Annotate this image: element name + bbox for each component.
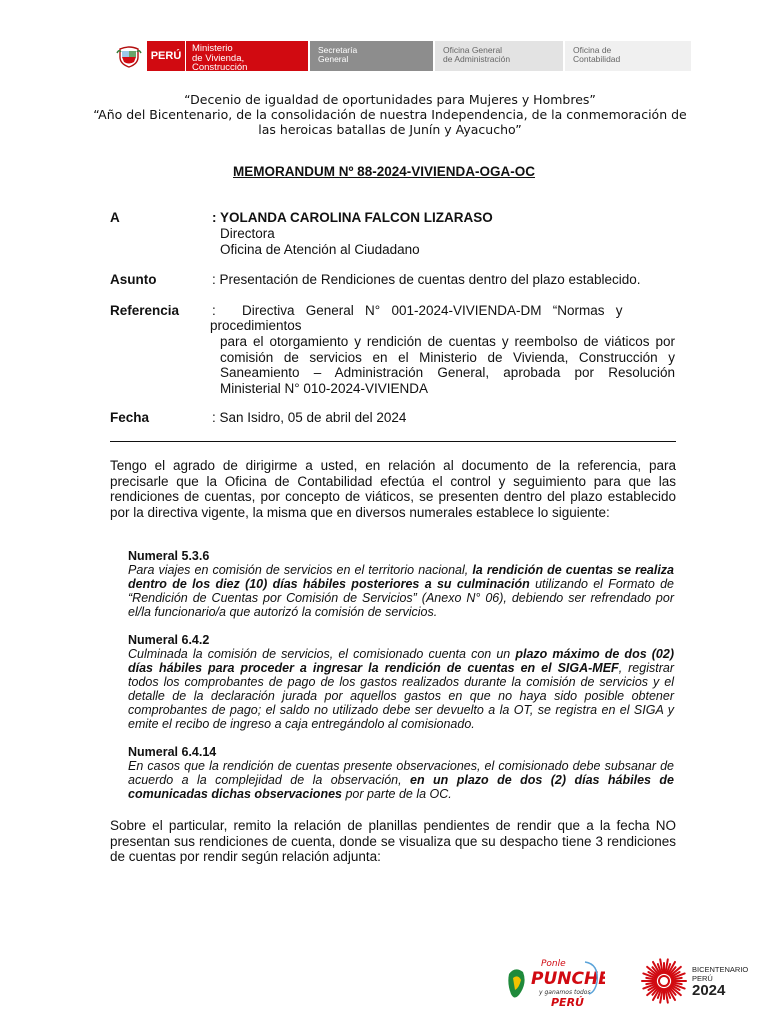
bicentenario-emblem-icon — [640, 957, 688, 1005]
secretaria-line: General — [318, 54, 349, 64]
field-referencia-line1: : Directiva General N° 001-2024-VIVIENDA-DM “Normas y — [212, 303, 623, 318]
field-a-name: : YOLANDA CAROLINA FALCON LIZARASO — [212, 210, 493, 225]
oficina-cont-line: Oficina de — [573, 45, 612, 55]
numeral-text: Culminada la comisión de servicios, el comisionado cuenta con un — [128, 647, 516, 661]
numeral-title: Numeral 6.4.2 — [128, 633, 210, 647]
numeral-title: Numeral 5.3.6 — [128, 549, 210, 563]
field-fecha-label: Fecha — [110, 410, 150, 425]
numeral-text: En casos que la rendición de cuentas presente observaciones, el comisionado debe subsanar de acuerdo a la complejidad de la observación, — [128, 759, 674, 787]
coat-of-arms-icon — [113, 41, 145, 71]
numeral-block — [128, 745, 674, 801]
header-divider — [110, 441, 676, 442]
field-a-office: Oficina de Atención al Ciudadano — [220, 242, 420, 257]
ministry-line: de Vivienda, Construcción — [192, 52, 248, 73]
bicentenario-logo — [640, 956, 755, 1006]
bicentenario-text — [692, 965, 748, 998]
oficina-admin-line: de Administración — [443, 54, 511, 64]
numeral-text: por parte de la OC. — [341, 787, 452, 801]
official-slogans — [60, 92, 720, 137]
punche-line1: Ponle — [541, 959, 566, 969]
numeral-text: Para viajes en comisión de servicios en el territorio nacional, — [128, 563, 473, 577]
field-a-label: A — [110, 210, 120, 225]
institutional-header — [113, 41, 691, 83]
punche-line3: y ganamos todos — [539, 989, 591, 996]
numeral-text: , registrar todos los comprobantes de pago de los gastos realizados durante la comisión de servicios y el detalle de la declaración jurada por aquellos gastos en que no haya sido posible obtener comprobantes de pago; el saldo no utilizado debe ser devuelto a la OT, se registra en el SIGA y emite el recibo de ingreso a caja entregándolo al comisionado. — [128, 661, 674, 731]
secretaria-line: Secretaría — [318, 45, 358, 55]
memo-title: MEMORANDUM Nº 88-2024-VIVIENDA-OGA-OC — [233, 164, 535, 179]
intro-paragraph: Tengo el agrado de dirigirme a usted, en relación al documento de la referencia, para precisarle que la Oficina de Contabilidad efectúa el control y seguimiento para que las rendiciones de cuentas, por concepto de viáticos, se presenten dentro del plazo establecido por la directiva vigente, la misma que en diversos numerales establece lo siguiente: — [110, 458, 676, 520]
field-referencia-line2: procedimientos — [210, 318, 302, 333]
field-fecha-value: : San Isidro, 05 de abril del 2024 — [212, 410, 407, 425]
ministry-line: y Saneamiento — [192, 71, 256, 83]
oficina-contabilidad-box — [565, 41, 691, 71]
field-referencia-body: para el otorgamiento y rendición de cuentas y reembolso de viáticos por comisión de servicios en el Ministerio de Vivienda, Construcción y Saneamiento – Administración General, aprobada por Resolución Ministerial N° 010-2024-VIVIENDA — [220, 334, 675, 396]
field-a-role: Directora — [220, 226, 275, 241]
ministry-line: Ministerio — [192, 43, 233, 54]
field-asunto-label: Asunto — [110, 272, 157, 287]
numeral-block — [128, 549, 674, 619]
slogan-line: “Decenio de igualdad de oportunidades para Mujeres y Hombres” — [184, 92, 596, 107]
punche-line4: PERÚ — [551, 996, 584, 1009]
slogan-line: las heroicas batallas de Junín y Ayacucho” — [258, 122, 522, 137]
peru-label: PERÚ — [150, 50, 182, 62]
oficina-administracion-box — [435, 41, 563, 71]
oficina-cont-line: Contabilidad — [573, 54, 621, 64]
numeral-title: Numeral 6.4.14 — [128, 745, 217, 759]
secretaria-general-box — [310, 41, 433, 71]
numeral-text-bold: en un plazo de dos (2) días hábiles de comunicadas dichas observaciones — [128, 773, 674, 801]
bicent-year: 2024 — [692, 981, 726, 999]
ponle-punche-logo — [505, 952, 605, 1012]
peru-brand-box — [147, 41, 185, 71]
ministry-name — [185, 41, 308, 83]
numeral-block — [128, 633, 674, 731]
numeral-text-bold: plazo máximo de dos (02) días hábiles para proceder a ingresar la rendición de cuentas en el SIGA-MEF — [128, 647, 674, 675]
field-asunto-value: : Presentación de Rendiciones de cuentas dentro del plazo establecido. — [212, 272, 641, 287]
bicent-line2: PERÚ — [692, 973, 713, 983]
field-referencia-label: Referencia — [110, 303, 180, 318]
bicent-line1: BICENTENARIO — [692, 964, 749, 974]
emblem-center — [659, 976, 669, 986]
slogan-line: “Año del Bicentenario, de la consolidación de nuestra Independencia, de la conmemoración de — [93, 107, 687, 122]
closing-paragraph: Sobre el particular, remito la relación de planillas pendientes de rendir que a la fecha NO presentan sus rendiciones de cuenta, donde se visualiza que su despacho tiene 3 rendiciones de cuentas por rendir según relación adjunta: — [110, 818, 676, 864]
numeral-text: utilizando el Formato de “Rendición de Cuentas por Comisión de Servicios” (Anexo N° 06), debiendo ser refrendado por el/la funcionario/a que autorizó la comisión de servicios. — [128, 577, 674, 619]
punche-line2: PUNCHE — [531, 969, 605, 989]
oficina-admin-line: Oficina General — [443, 45, 503, 55]
numeral-text-bold: la rendición de cuentas se realiza dentro de los diez (10) días hábiles posteriores a su culminación — [128, 563, 675, 591]
